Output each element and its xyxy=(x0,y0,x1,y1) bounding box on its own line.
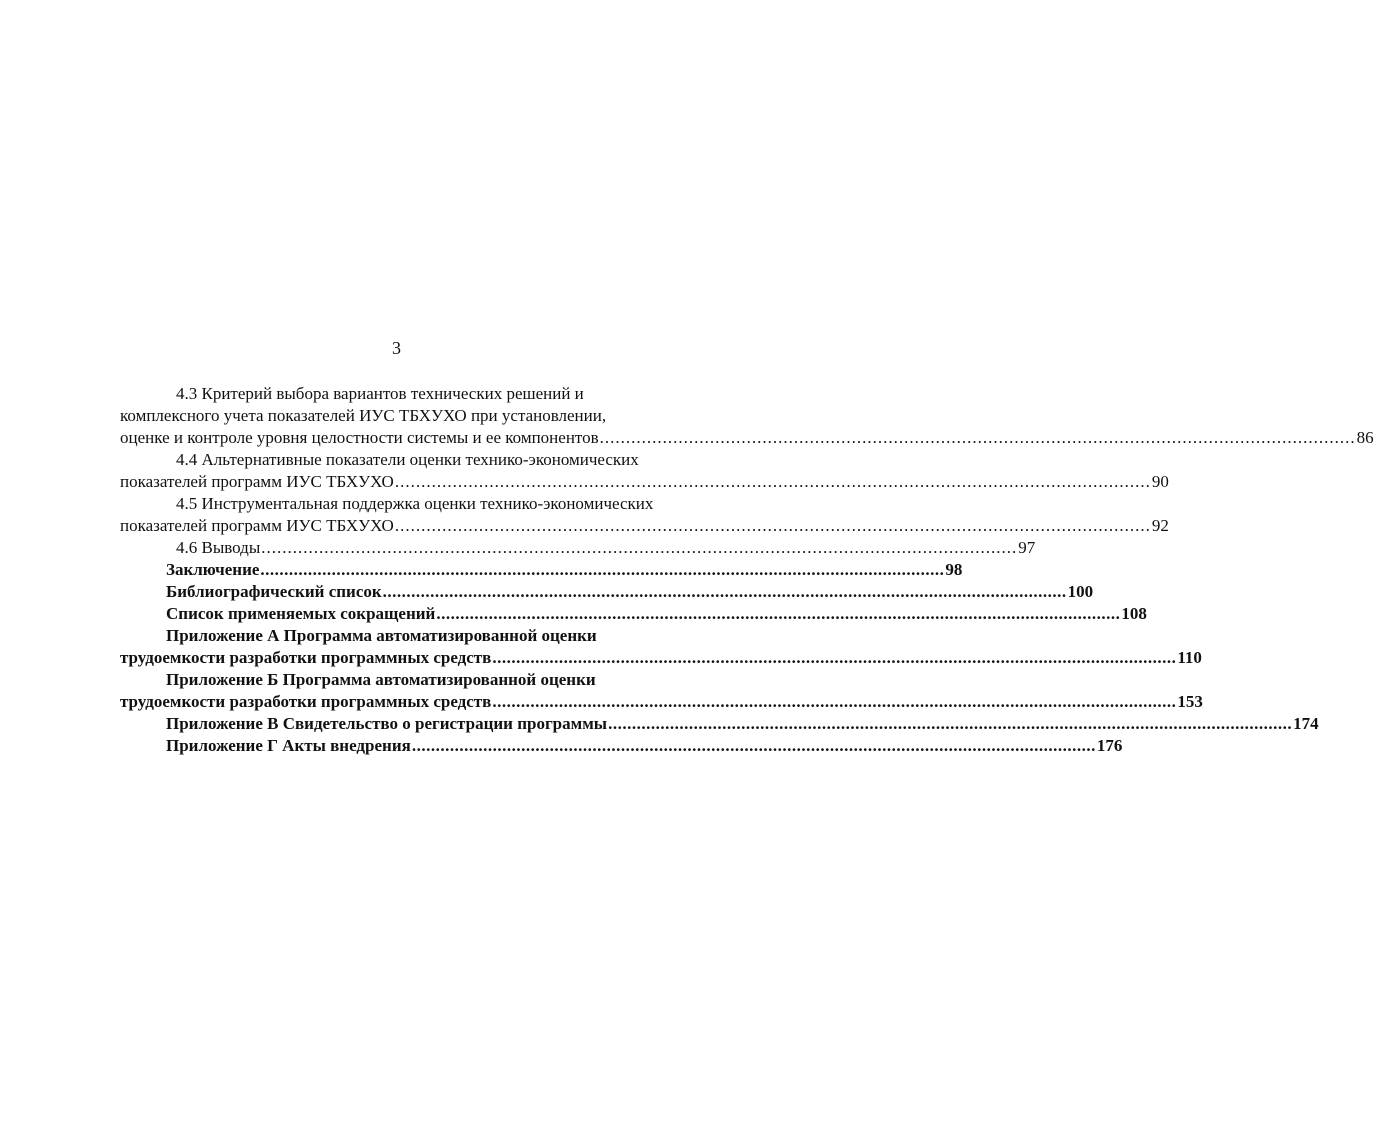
toc-entry-line: 4.5 Инструментальная поддержка оценки технико-экономических xyxy=(176,494,654,513)
toc-entry-line: комплексного учета показателей ИУС ТБХУХО при установлении, xyxy=(120,406,607,425)
dot-leader: ................................................................................................................................................ xyxy=(260,560,945,579)
toc-entry-line: трудоемкости разработки программных средств xyxy=(120,648,492,667)
toc-entry-leader-line xyxy=(120,471,1169,492)
toc-page-number: 92 xyxy=(1151,516,1169,535)
toc-entry-leader-line xyxy=(166,735,1123,756)
toc-page-number: 153 xyxy=(1177,692,1203,711)
toc-entry-line: 4.4 Альтернативные показатели оценки технико-экономических xyxy=(176,450,639,469)
dot-leader: ................................................................................................................................................ xyxy=(382,582,1067,601)
toc-entry-leader-line xyxy=(120,691,1203,712)
toc-entry-line: показателей программ ИУС ТБХУХО xyxy=(120,472,394,491)
toc-entry-line: Приложение А Программа автоматизированной оценки xyxy=(166,626,597,645)
toc-entry-leader-line xyxy=(120,647,1202,668)
toc-entry-line: 4.3 Критерий выбора вариантов технических решений и xyxy=(176,384,584,403)
toc-entry-leader-line xyxy=(166,581,1094,602)
toc-entry-leader-line xyxy=(166,713,1319,734)
dot-leader: ................................................................................................................................................ xyxy=(608,714,1293,733)
toc-entry-line: трудоемкости разработки программных средств xyxy=(120,692,492,711)
toc-entry-line: Приложение Г Акты внедрения xyxy=(166,736,411,755)
dot-leader: ................................................................................................................................................ xyxy=(394,516,1151,535)
toc-entry-line: показателей программ ИУС ТБХУХО xyxy=(120,516,394,535)
toc-page-number: 100 xyxy=(1067,582,1094,601)
toc-entry-line: оценке и контроле уровня целостности системы и ее компонентов xyxy=(120,428,599,447)
toc-page-number: 176 xyxy=(1096,736,1123,755)
dot-leader: ................................................................................................................................................ xyxy=(394,472,1151,491)
toc-entry-leader-line xyxy=(120,515,1169,536)
toc-entry-leader-line xyxy=(120,427,1374,448)
toc-entry-line: Приложение Б Программа автоматизированной оценки xyxy=(166,670,596,689)
toc-entry-line: 4.6 Выводы xyxy=(176,538,261,557)
toc-page-number: 86 xyxy=(1356,428,1374,447)
toc-entry-line: Приложение В Свидетельство о регистрации программы xyxy=(166,714,608,733)
dot-leader: ................................................................................................................................................ xyxy=(492,648,1177,667)
toc-page-number: 98 xyxy=(945,560,963,579)
page-number: 3 xyxy=(392,338,401,358)
toc-page-number: 90 xyxy=(1151,472,1169,491)
toc-entry-line: Список применяемых сокращений xyxy=(166,604,436,623)
toc-entry-line: Заключение xyxy=(166,560,260,579)
dot-leader: ................................................................................................................................................ xyxy=(436,604,1121,623)
dot-leader: ................................................................................................................................................ xyxy=(492,692,1177,711)
toc-page-number: 108 xyxy=(1121,604,1147,623)
toc-page-number: 97 xyxy=(1018,538,1036,557)
toc-entry-line: Библиографический список xyxy=(166,582,382,601)
toc-entry-leader-line xyxy=(176,537,1036,558)
toc-page-number: 110 xyxy=(1177,648,1202,667)
dot-leader: ................................................................................................................................................ xyxy=(599,428,1356,447)
dot-leader: ................................................................................................................................................ xyxy=(411,736,1096,755)
dot-leader: ................................................................................................................................................ xyxy=(261,538,1018,557)
toc-entry-leader-line xyxy=(166,603,1147,624)
toc-entry-leader-line xyxy=(166,559,963,580)
toc-page-number: 174 xyxy=(1293,714,1319,733)
